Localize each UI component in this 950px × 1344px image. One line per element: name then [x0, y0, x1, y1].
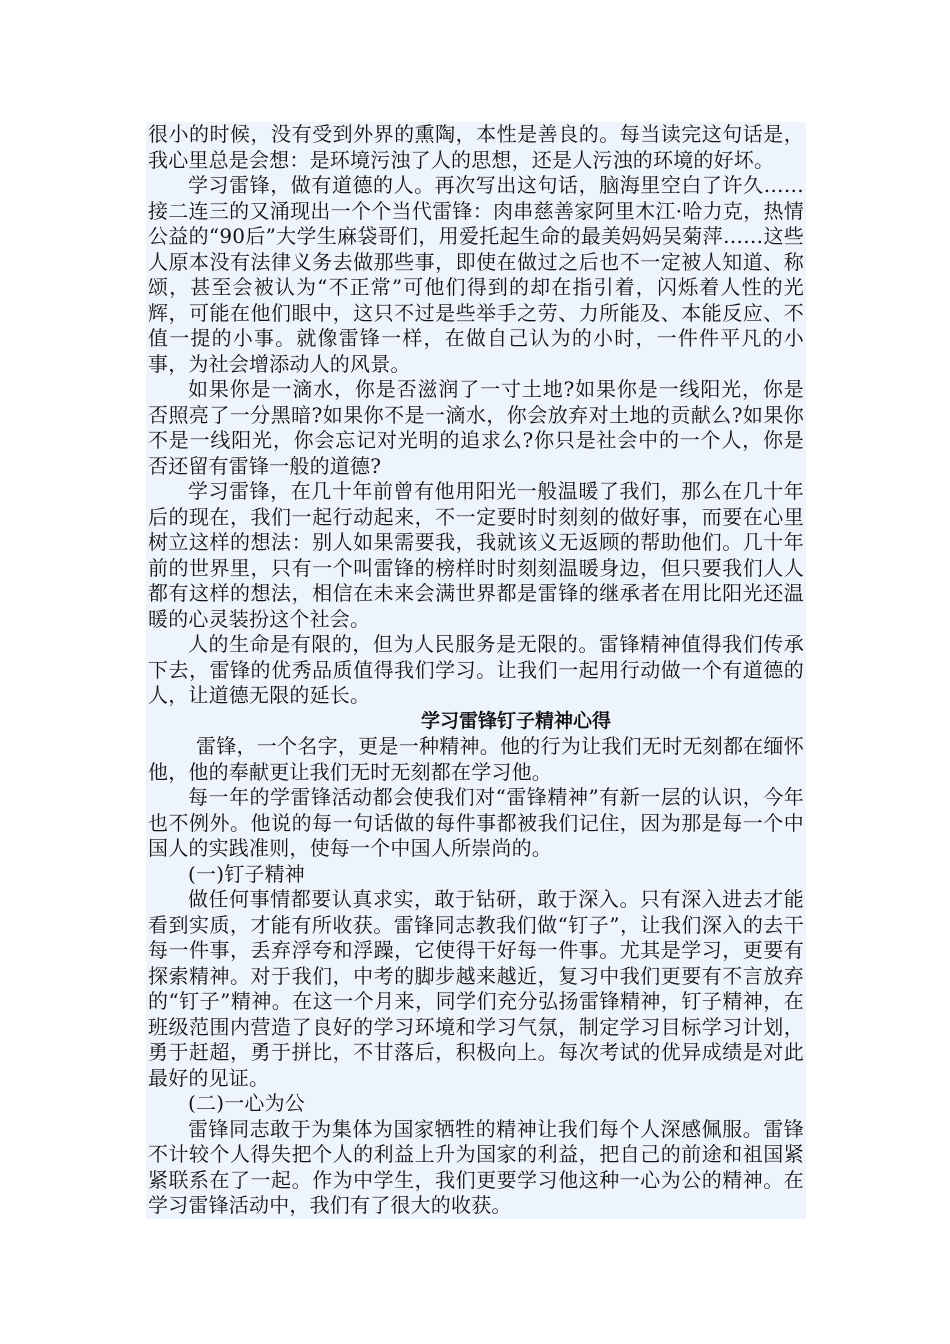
subheading: (一)钉子精神 — [188, 861, 306, 886]
subheading: (二)一心为公 — [188, 1091, 306, 1115]
paragraph: 雷锋，一个名字，更是一种精神。他的行为让我们无时无刻都在缅怀他，他的奉献更让我们无时无刻都在学习他。 — [148, 734, 804, 784]
paragraph: 很小的时候，没有受到外界的熏陶，本性是善良的。每当读完这句话是，我心里总是会想：是环境污浊了人的思想，还是人污浊的环境的好坏。 — [148, 122, 804, 172]
paragraph: 学习雷锋，做有道德的人。再次写出这句话，脑海里空白了许久……接二连三的又涌现出一个个当代雷锋：肉串慈善家阿里木江·哈力克，热情公益的“90后”大学生麻袋哥们，用爱托起生命的最美妈妈吴菊萍……这些人原本没有法律义务去做那些事，即使在做过之后也不一定被人知道、称颂，甚至会被认为“不正常”可他们得到的却在指引着，闪烁着人性的光辉，可能在他们眼中，这只不过是些举手之劳、力所能及、本能反应、不值一提的小事。就像雷锋一样，在做自己认为的小时，一件件平凡的小事，为社会增添动人的风景。 — [148, 173, 804, 376]
paragraph: 人的生命是有限的，但为人民服务是无限的。雷锋精神值得我们传承下去，雷锋的优秀品质值得我们学习。让我们一起用行动做一个有道德的人，让道德无限的延长。 — [148, 632, 804, 707]
paragraph: 做任何事情都要认真求实，敢于钻研，敢于深入。只有深入进去才能看到实质，才能有所收获。雷锋同志教我们做“钉子”，让我们深入的去干每一件事，丢弃浮夸和浮躁，它使得干好每一件事。尤其是学习，更要有探索精神。对于我们，中考的脚步越来越近，复习中我们更要有不言放弃的“钉子”精神。在这一个月来，同学们充分弘扬雷锋精神，钉子精神，在班级范围内营造了良好的学习环境和学习气氛，制定学习目标学习计划，勇于赶超，勇于拼比，不甘落后，积极向上。每次考试的优异成绩是对此最好的见证。 — [148, 887, 804, 1090]
document-body — [146, 122, 806, 1219]
paragraph: 学习雷锋，在几十年前曾有他用阳光一般温暖了我们，那么在几十年后的现在，我们一起行动起来，不一定要时时刻刻的做好事，而要在心里树立这样的想法：别人如果需要我，我就该义无返顾的帮助他们。几十年前的世界里，只有一个叫雷锋的榜样时时刻刻温暖身边，但只要我们人人都有这样的想法，相信在未来会满世界都是雷锋的继承者在用比阳光还温暖的心灵装扮这个社会。 — [148, 479, 804, 631]
section-heading: 学习雷锋钉子精神心得 — [420, 709, 611, 732]
paragraph: 如果你是一滴水，你是否滋润了一寸土地?如果你是一线阳光，你是否照亮了一分黑暗?如果你不是一滴水，你会放弃对土地的贡献么?如果你不是一线阳光，你会忘记对光明的追求么?你只是社会中的一个人，你是否还留有雷锋一般的道德? — [148, 377, 804, 478]
paragraph: 每一年的学雷锋活动都会使我们对“雷锋精神”有新一层的认识，今年也不例外。他说的每一句话做的每件事都被我们记住，因为那是每一个中国人的实践准则，使每一个中国人所崇尚的。 — [148, 785, 804, 860]
paragraph: 雷锋同志敢于为集体为国家牺牲的精神让我们每个人深感佩服。雷锋不计较个人得失把个人的利益上升为国家的利益，把自己的前途和祖国紧紧联系在了一起。作为中学生，我们更要学习他这种一心为公的精神。在学习雷锋活动中，我们有了很大的收获。 — [148, 1116, 804, 1217]
